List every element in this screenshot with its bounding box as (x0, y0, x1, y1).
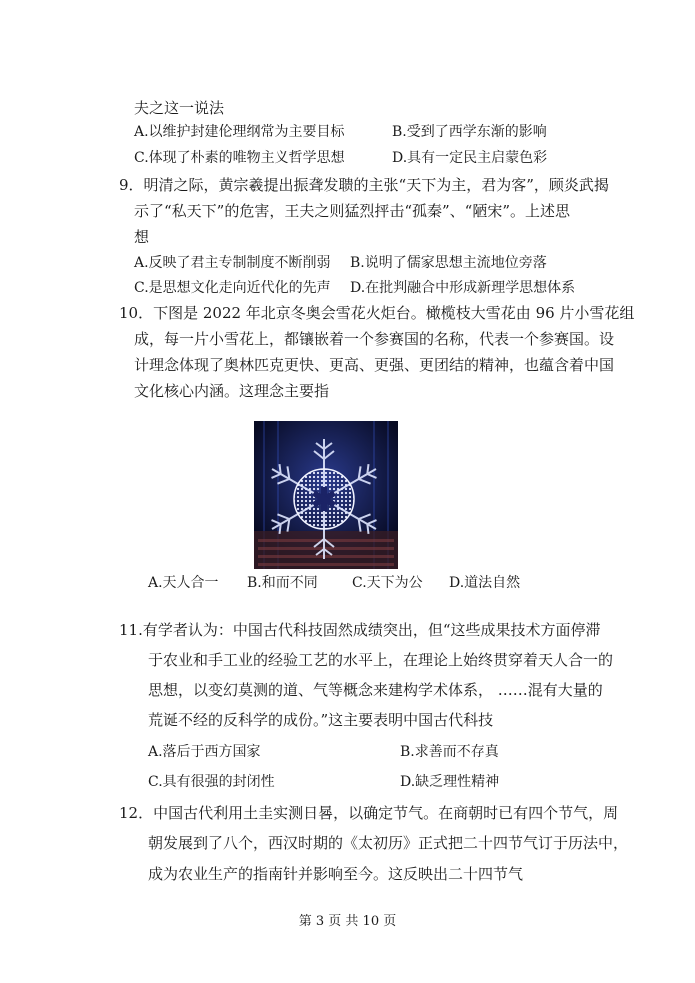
q10-option-b: B.和而不同 (247, 575, 318, 591)
q11-option-a: A.落后于西方国家 (148, 744, 261, 760)
q11-option-d: D.缺乏理性精神 (400, 774, 500, 790)
q10-option-c: C.天下为公 (352, 575, 423, 591)
snowflake-torch-photo (254, 421, 398, 569)
q8-option-b: B.受到了西学东渐的影响 (392, 124, 547, 140)
q9-option-a: A.反映了君主专制制度不断削弱 (134, 255, 331, 271)
q10-option-a: A.天人合一 (148, 575, 219, 591)
q9-option-b: B.说明了儒家思想主流地位旁落 (350, 255, 547, 271)
q10-stem-line-3: 计理念体现了奥林匹克更快、更高、更强、更团结的精神，也蕴含着中国 (134, 356, 615, 374)
q8-option-d: D.具有一定民主启蒙色彩 (392, 150, 548, 166)
snowflake-torch-image (254, 421, 398, 569)
q11-stem-line-4: 荒诞不经的反科学的成份。”这主要表明中国古代科技 (148, 711, 494, 729)
q9-stem-line-2: 示了“私天下”的危害，王夫之则猛烈抨击“孤秦”、“陋宋”。上述思 (134, 202, 571, 220)
q12-stem-line-3: 成为农业生产的指南针并影响至今。这反映出二十四节气 (148, 865, 524, 883)
q11-option-b: B.求善而不存真 (400, 744, 499, 760)
page-number-footer: 第 3 页 共 10 页 (298, 914, 397, 929)
q9-option-d: D.在批判融合中形成新理学思想体系 (350, 280, 576, 296)
q10-option-d: D.道法自然 (449, 575, 521, 591)
q9-stem-line-1: 9．明清之际，黄宗羲提出振聋发聩的主张“天下为主，君为客”，顾炎武揭 (119, 176, 609, 194)
q10-stem-line-1: 10．下图是 2022 年北京冬奥会雪花火炬台。橄榄枝大雪花由 96 片小雪花组 (119, 304, 635, 322)
q12-stem-line-2: 朝发展到了八个，西汉时期的《太初历》正式把二十四节气订于历法中， (148, 834, 629, 852)
q10-stem-line-4: 文化核心内涵。这理念主要指 (134, 382, 330, 400)
q11-stem-line-1: 11.有学者认为：中国古代科技固然成绩突出，但“这些成果技术方面停滞 (119, 621, 601, 639)
q11-option-c: C.具有很强的封闭性 (148, 774, 275, 790)
q8-option-a: A.以维护封建伦理纲常为主要目标 (134, 124, 345, 140)
q11-stem-line-3: 思想，以变幻莫测的道、气等概念来建构学术体系， ……混有大量的 (148, 681, 603, 699)
q8-option-c: C.体现了朴素的唯物主义哲学思想 (134, 150, 345, 166)
q10-stem-line-2: 成，每一片小雪花上，都镶嵌着一个参赛国的名称，代表一个参赛国。设 (134, 330, 615, 348)
q8-stem-continuation: 夫之这一说法 (134, 99, 225, 117)
q11-stem-line-2: 于农业和手工业的经验工艺的水平上，在理论上始终贯穿着天人合一的 (148, 651, 614, 669)
q9-stem-line-3: 想 (134, 228, 150, 246)
q9-option-c: C.是思想文化走向近代化的先声 (134, 280, 331, 296)
q12-stem-line-1: 12．中国古代利用土圭实测日晷，以确定节气。在商朝时已有四个节气，周 (119, 804, 619, 822)
